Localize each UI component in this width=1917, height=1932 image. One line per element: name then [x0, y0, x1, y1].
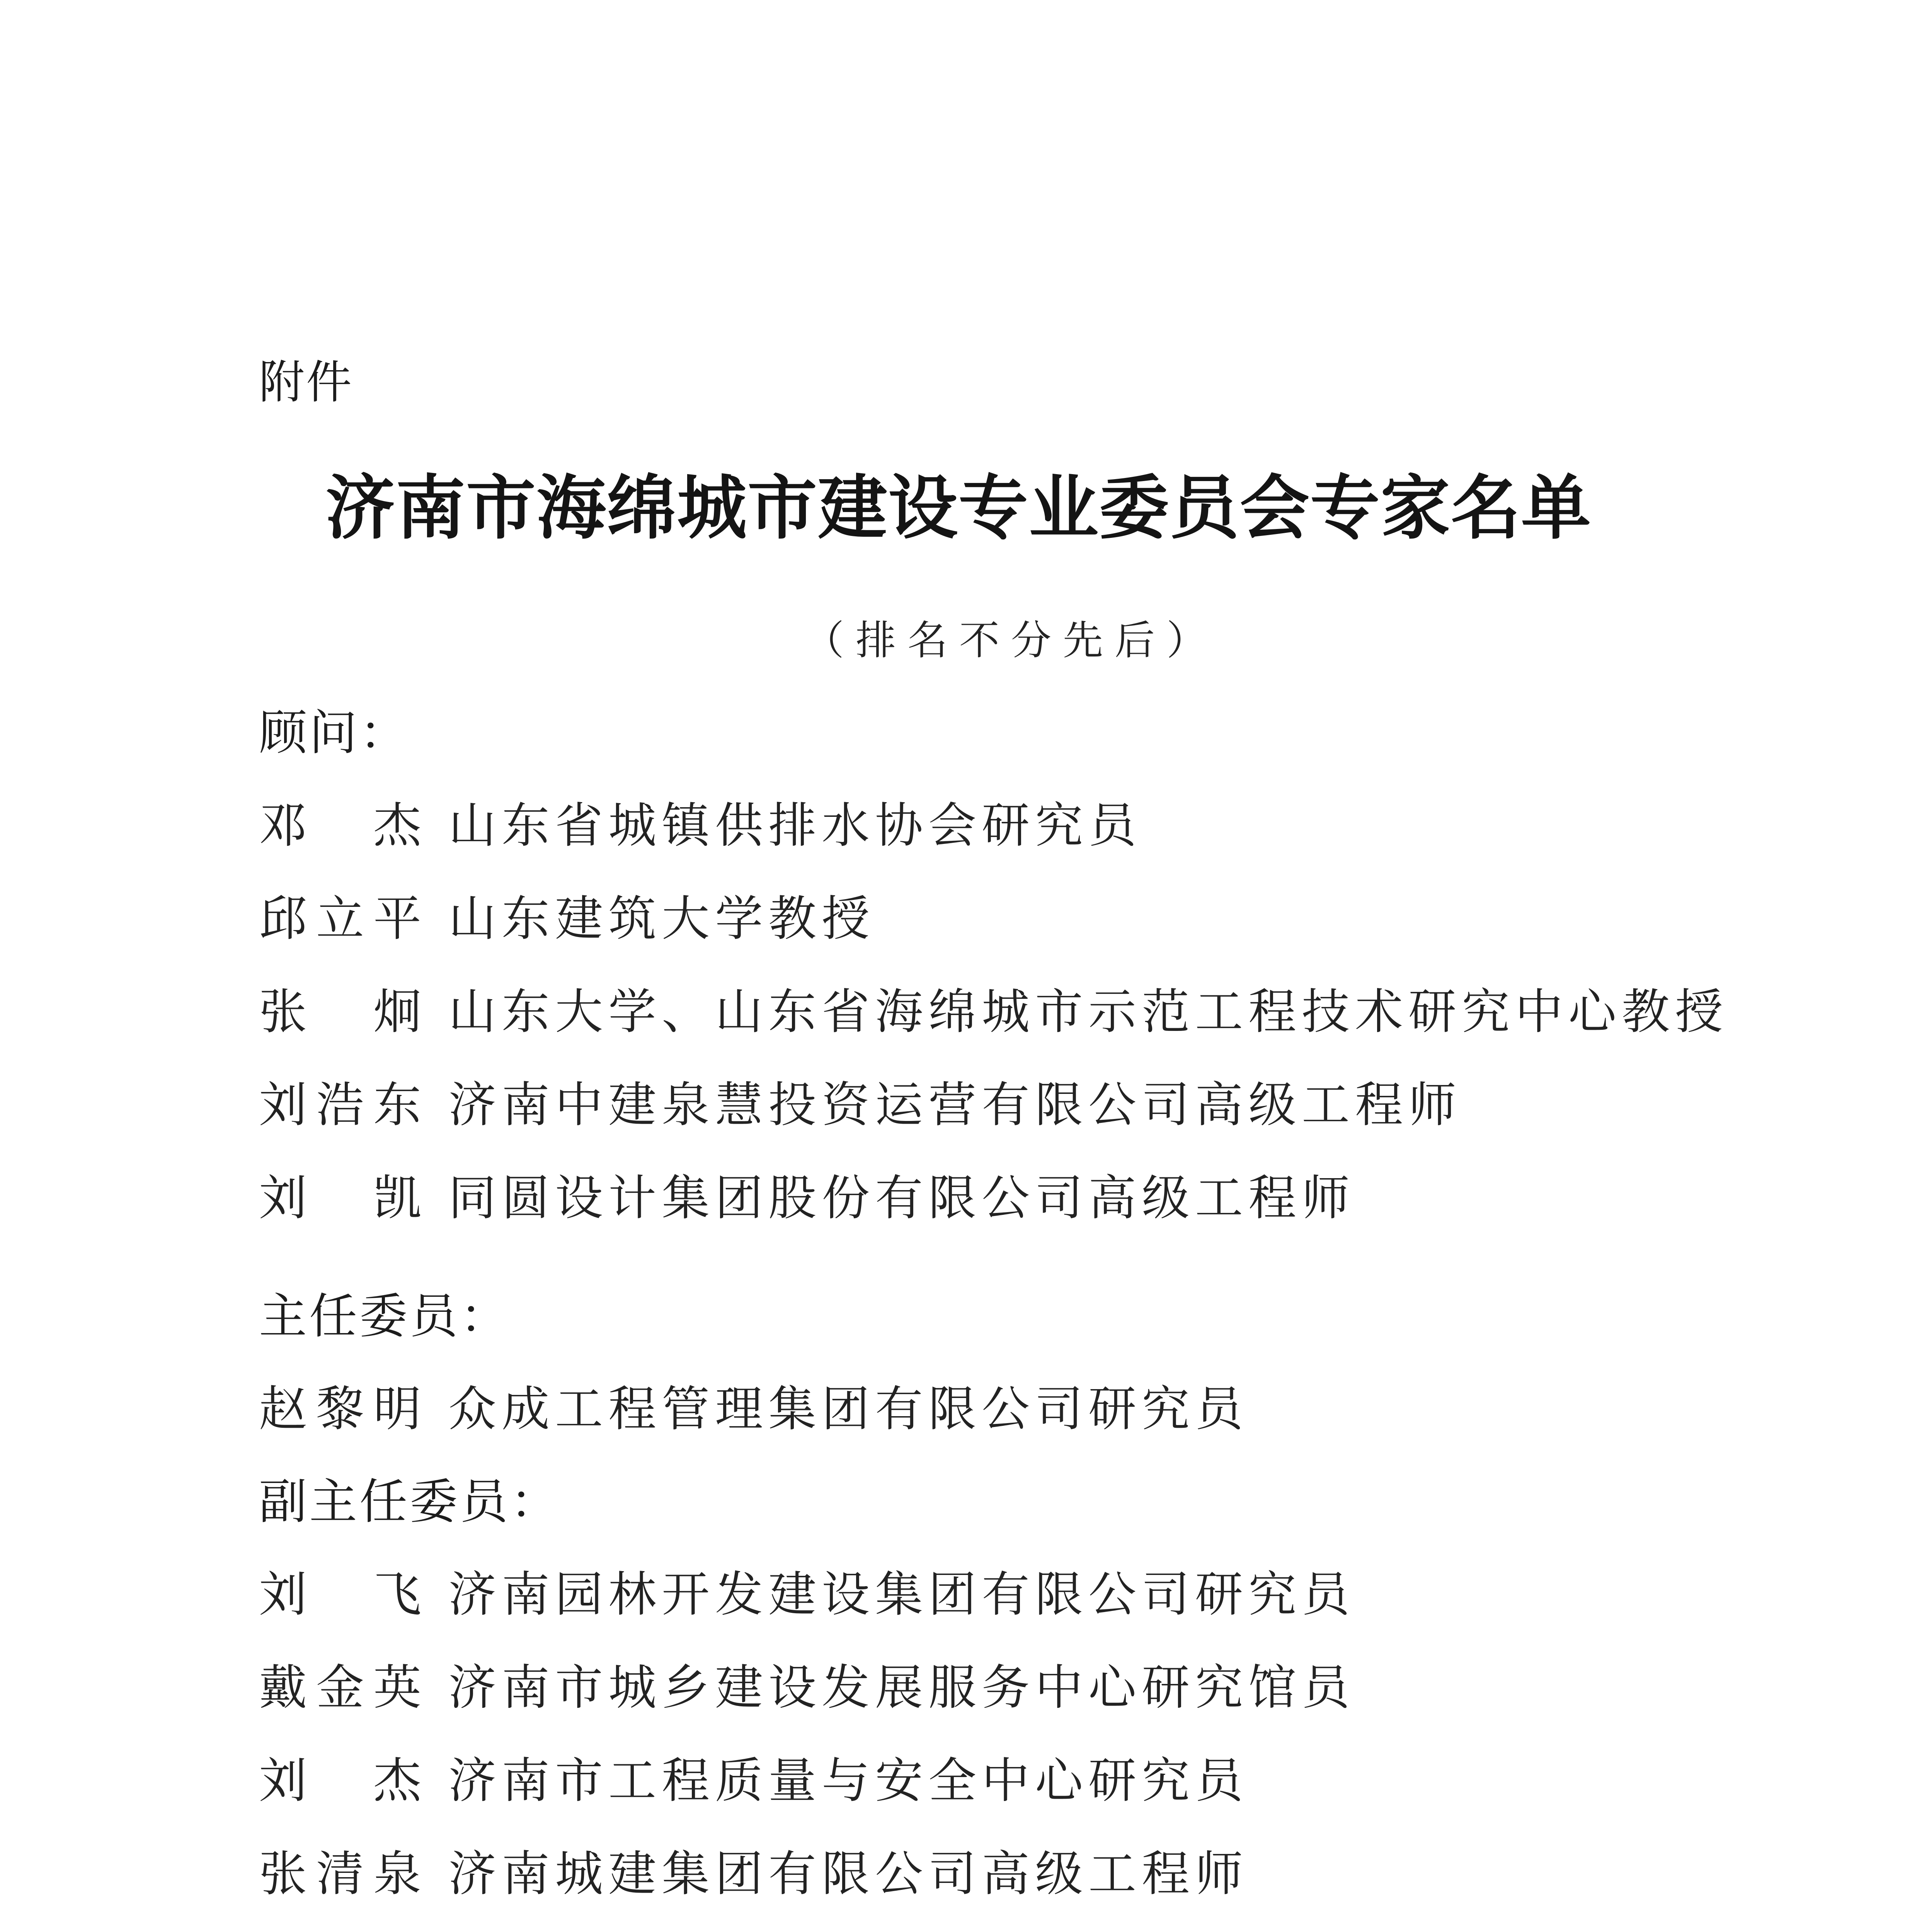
member-name-char: 赵	[259, 1381, 307, 1437]
member-name	[259, 798, 421, 854]
member-name-char: 张	[259, 984, 307, 1040]
member-affiliation: 众成工程管理集团有限公司研究员	[448, 1381, 1249, 1437]
section-heading: 顾问：	[259, 705, 410, 761]
member-affiliation: 同圆设计集团股份有限公司高级工程师	[448, 1170, 1355, 1226]
member-name-char: 东	[373, 1077, 421, 1133]
member-affiliation: 济南市城乡建设发展服务中心研究馆员	[448, 1660, 1355, 1716]
attachment-label: 附件	[259, 355, 354, 409]
ordering-note: （排名不分先后）	[804, 617, 1219, 664]
member-name-char: 泉	[373, 1846, 421, 1902]
member-name-char: 杰	[373, 1753, 421, 1809]
document-title: 济南市海绵城市建设专业委员会专家名单	[325, 467, 1592, 549]
member-name-char: 戴	[259, 1660, 307, 1716]
member-name	[259, 1567, 421, 1622]
member-affiliation: 山东省城镇供排水协会研究员	[448, 798, 1142, 854]
member-name-char: 刘	[259, 1170, 307, 1226]
member-name-char: 黎	[316, 1381, 364, 1437]
member-name	[259, 984, 421, 1040]
member-name-char: 刘	[259, 1567, 307, 1622]
member-name-char: 金	[316, 1660, 364, 1716]
member-affiliation: 山东大学、山东省海绵城市示范工程技术研究中心教授	[448, 984, 1729, 1040]
member-affiliation: 济南园林开发建设集团有限公司研究员	[448, 1567, 1355, 1622]
member-name-char: 刘	[259, 1753, 307, 1809]
member-affiliation: 济南市工程质量与安全中心研究员	[448, 1753, 1249, 1809]
member-name-char: 平	[373, 891, 421, 947]
member-name-char: 邓	[259, 798, 307, 854]
member-name	[259, 1753, 421, 1809]
section-heading: 主任委员：	[259, 1289, 511, 1344]
member-name-char: 炯	[373, 984, 421, 1040]
member-name	[259, 1170, 421, 1226]
member-name-char: 浩	[316, 1077, 364, 1133]
member-name-char: 清	[316, 1846, 364, 1902]
member-name	[259, 1660, 421, 1716]
member-name-char: 刘	[259, 1077, 307, 1133]
member-name-char: 明	[373, 1381, 421, 1437]
member-affiliation: 山东建筑大学教授	[448, 891, 875, 947]
member-affiliation: 济南城建集团有限公司高级工程师	[448, 1846, 1249, 1902]
member-name	[259, 1381, 421, 1437]
member-name	[259, 1846, 421, 1902]
member-name-char: 张	[259, 1846, 307, 1902]
member-name	[259, 891, 421, 947]
member-affiliation: 济南中建泉慧投资运营有限公司高级工程师	[448, 1077, 1462, 1133]
member-name-char: 凯	[373, 1170, 421, 1226]
member-name	[259, 1077, 421, 1133]
member-name-char: 杰	[373, 798, 421, 854]
member-name-char: 邱	[259, 891, 307, 947]
section-heading: 副主任委员：	[259, 1474, 561, 1530]
member-name-char: 立	[316, 891, 364, 947]
member-name-char: 飞	[373, 1567, 421, 1622]
member-name-char: 英	[373, 1660, 421, 1716]
